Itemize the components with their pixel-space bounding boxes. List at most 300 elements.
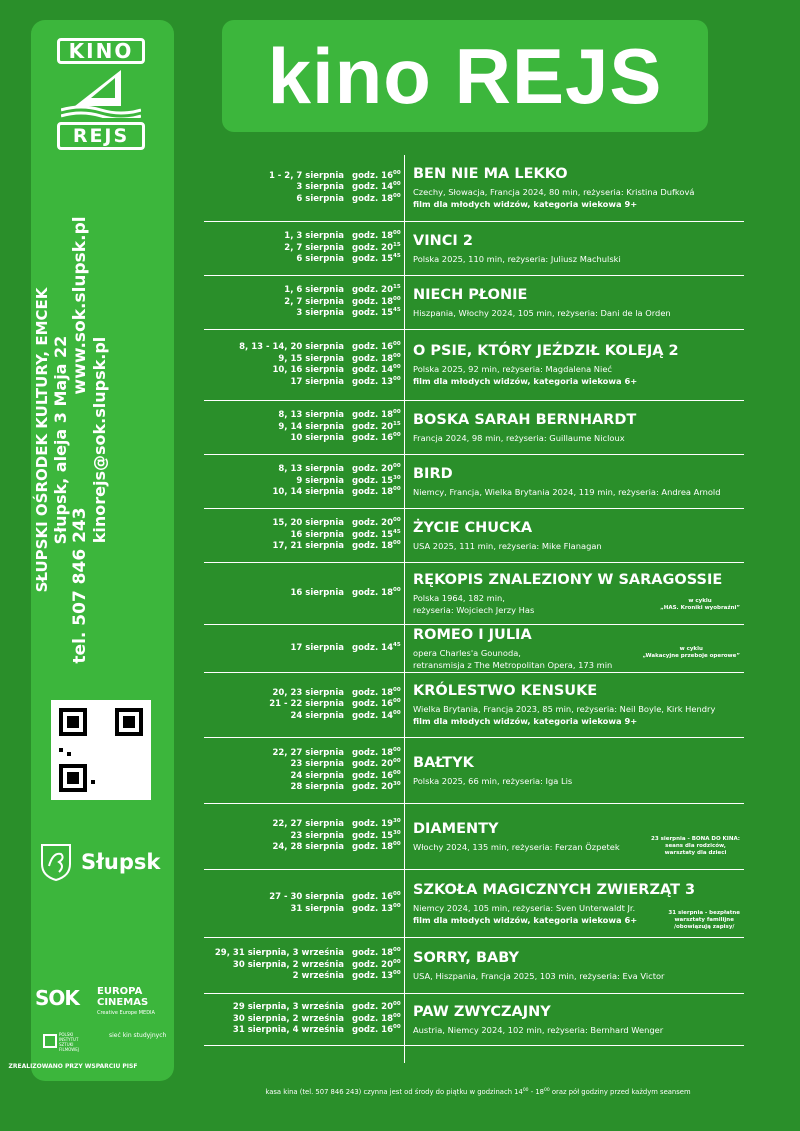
godz-label: godz. [352,365,379,375]
email-link[interactable]: kinorejs@sok.slupsk.pl [90,336,109,544]
showtime-date: 1 - 2, 7 sierpnia [268,170,344,181]
footer-pre: kasa kina (tel. 507 846 243) czynna jest od środy do piątku w godzinach 14 [265,1088,523,1096]
city-logo [39,840,169,884]
film-details: Austria, Niemcy 2024, 102 min, reżyseria: Bernhard Wenger [413,1024,664,1035]
showtime-hour [344,364,401,377]
showtime [204,758,401,771]
showtime-hour [344,528,401,542]
showtime [204,746,401,760]
godz-label: godz. [352,699,379,710]
showtime-hour [344,841,401,854]
hour-value: 16 [381,1025,393,1036]
hour-value: 18 [381,487,393,498]
godz-label: godz. [352,285,379,296]
showtime [204,586,401,600]
film-title: ŻYCIE CHUCKA [413,519,533,536]
europa-sub: Creative Europe MEDIA [97,1010,155,1016]
hour-value: 16 [381,342,393,352]
film-details-2: retransmisja z The Metropolitan Opera, 173 min [413,659,613,670]
minute-value: 00 [393,698,401,705]
minute-value: 00 [393,341,401,347]
showtime-hour [344,341,401,354]
film-row [204,509,744,563]
footer-mid: - 18 [528,1088,544,1096]
showtime-date: 27 - 30 sierpnia [269,892,344,902]
minute-value: 00 [393,758,401,764]
logo-kino-text: KINO [57,38,145,64]
godz-label: godz. [352,948,379,959]
qr-code[interactable] [51,700,151,800]
godz-label: godz. [352,231,379,242]
film-info [404,994,744,1045]
sok-logo: SOK [35,986,79,1010]
showtimes [204,625,404,672]
showtime [204,169,401,183]
pisf-icon [43,1034,57,1048]
film-details: opera Charles'a Gounoda, [413,647,521,658]
godz-label: godz. [352,242,379,253]
minute-value: 00 [393,1012,401,1019]
hour-value: 15 [381,529,393,540]
godz-label: godz. [352,487,379,498]
box-office-note [218,1088,738,1096]
godz-label: godz. [352,342,379,352]
showtime-hour [344,169,401,183]
showtime [204,409,401,422]
showtime-date: 30 sierpnia, 2 września [232,1013,344,1024]
showtime-date: 24, 28 sierpnia [272,842,344,853]
footer-post: oraz pół godziny przed każdym seansem [549,1088,691,1096]
hour-value: 15 [381,475,393,486]
hour-value: 14 [381,365,393,375]
showtime [204,463,401,476]
showtimes [204,870,404,937]
godz-label: godz. [352,830,379,841]
showtime [204,474,401,488]
showtime-date: 23 sierpnia [290,830,344,841]
hour-value: 14 [381,642,393,653]
film-row [204,563,744,625]
showtimes [204,804,404,869]
film-note: 31 sierpnia - bezpłatne warsztaty familijne /obowiązują zapisy/ [668,910,740,930]
film-category: film dla młodych widzów, kategoria wiekowa 6+ [413,376,638,386]
showtime [204,709,401,723]
showtime-hour [344,181,401,194]
minute-value: 00 [393,891,401,897]
showtime [204,375,401,389]
showtime-hour [344,758,401,771]
hour-value: 18 [381,353,393,364]
showtime-date: 23 sierpnia [290,759,344,769]
showtime [204,540,401,553]
film-title: KRÓLESTWO KENSUKE [413,683,598,699]
godz-label: godz. [352,710,379,721]
showtime [204,432,401,445]
phone[interactable]: tel. 507 846 243 [70,507,90,664]
godz-label: godz. [352,433,379,444]
showtime-hour [344,241,401,255]
film-title: PAW ZWYCZAJNY [413,1003,551,1020]
showtime-date: 3 sierpnia [296,182,344,193]
godz-label: godz. [352,759,379,769]
hour-value: 20 [381,782,393,792]
minute-value: 00 [393,686,401,693]
showtime [204,181,401,194]
minute-value: 00 [393,746,401,753]
showtime-date: 29 sierpnia, 3 września [232,1002,344,1013]
hour-value: 20 [381,759,393,769]
hour-value: 18 [381,948,393,959]
hour-value: 13 [381,903,393,914]
footer-sup1: 00 [522,1088,529,1093]
showtime-date: 24 sierpnia [290,770,344,781]
hour-value: 13 [381,971,393,982]
showtime-date: 17 sierpnia [290,642,344,653]
film-details: Polska 2025, 66 min, reżyseria: Iga Lis [413,775,573,786]
hour-value: 20 [381,285,393,296]
hour-value: 14 [381,710,393,721]
showtime-hour [344,409,401,422]
minute-value: 45 [393,641,401,648]
hour-value: 16 [381,892,393,902]
showtime [204,818,401,831]
showtime-date: 29, 31 sierpnia, 3 września [214,948,344,959]
godz-label: godz. [352,410,379,421]
hour-value: 19 [381,819,393,830]
showtime-date: 2 września [292,971,344,982]
hour-value: 18 [381,410,393,421]
minute-value: 00 [393,295,401,302]
showtime-date: 20, 23 sierpnia [272,687,344,698]
film-info [404,509,744,562]
sidebar [31,20,174,1081]
showtime-date: 2, 7 sierpnia [284,242,344,253]
minute-value: 00 [393,902,401,909]
minute-value: 00 [393,1001,401,1008]
showtime-date: 16 sierpnia [290,587,344,598]
film-row [204,738,744,804]
showtimes [204,563,404,624]
showtime [204,686,401,700]
showtime [204,486,401,499]
showtime-date: 6 sierpnia [296,193,344,204]
film-details: Niemcy, Francja, Wielka Brytania 2024, 119 min, reżyseria: Andrea Arnold [413,486,721,497]
showtimes [204,455,404,508]
showtime-hour [344,1001,401,1014]
minute-value: 00 [393,709,401,716]
showtime-hour [344,586,401,600]
minute-value: 00 [393,409,401,416]
showtime-hour [344,947,401,960]
showtime-hour [344,970,401,983]
film-row [204,673,744,738]
minute-value: 00 [393,970,401,977]
film-title: BIRD [413,465,453,482]
film-info [404,738,744,803]
film-details: Polska 1964, 182 min, [413,592,505,603]
showtime-date: 28 sierpnia [290,782,344,792]
support-credit: ZREALIZOWANO PRZY WSPARCIU PISF [8,1063,138,1070]
hour-value: 15 [381,254,393,265]
showtime-hour [344,781,401,794]
godz-label: godz. [352,421,379,432]
showtime-hour [344,375,401,389]
minute-value: 30 [393,474,401,481]
pisf-label: POLSKI INSTYTUT SZTUKI FILMOWEJ [59,1032,79,1052]
showtime-hour [344,698,401,711]
showtime [204,307,401,320]
film-details: Francja 2024, 98 min, reżyseria: Guillaume Nicloux [413,432,625,443]
minute-value: 00 [393,352,401,359]
minute-value: 00 [393,432,401,439]
hour-value: 20 [381,1002,393,1013]
showtime-hour [344,709,401,723]
film-info [404,401,744,454]
hour-value: 18 [381,541,393,552]
city-name: Słupsk [81,850,161,874]
showtime-hour [344,486,401,499]
showtime [204,230,401,243]
godz-label: godz. [352,529,379,540]
minute-value: 15 [393,284,401,291]
showtime-hour [344,253,401,266]
showtime-date: 9 sierpnia [296,475,344,486]
showtime-hour [344,958,401,972]
showtime [204,781,401,794]
film-info [404,276,744,329]
showtime-date: 31 sierpnia [290,903,344,914]
minute-value: 00 [393,958,401,965]
film-title: ROMEO I JULIA [413,626,532,643]
film-note: w cyklu „Wakacyjne przeboje operowe” [642,646,740,659]
film-info [404,673,744,737]
godz-label: godz. [352,353,379,364]
showtime [204,891,401,904]
showtime-date: 21 - 22 sierpnia [269,699,344,710]
showtime [204,698,401,711]
film-category: film dla młodych widzów, kategoria wiekowa 6+ [413,914,638,925]
film-category: film dla młodych widzów, kategoria wiekowa 9+ [413,199,638,209]
minute-value: 45 [393,253,401,260]
film-info [404,563,744,624]
hour-value: 18 [381,1013,393,1024]
showtime [204,341,401,354]
hour-value: 20 [381,518,393,529]
logo-rejs-text: REJS [57,122,145,150]
showtime-hour [344,829,401,843]
hour-value: 15 [381,830,393,841]
film-row [204,804,744,870]
hour-value: 16 [381,170,393,181]
showtime-hour [344,284,401,297]
hour-value: 16 [381,433,393,444]
showtime [204,420,401,434]
hour-value: 20 [381,959,393,970]
film-title: SZKOŁA MAGICZNYCH ZWIERZĄT 3 [413,881,696,898]
godz-label: godz. [352,170,379,181]
minute-value: 00 [393,181,401,188]
film-title: O PSIE, KTÓRY JEŹDZIŁ KOLEJĄ 2 [413,343,679,359]
showtime-hour [344,352,401,366]
showtime-date: 10, 16 sierpnia [272,365,344,375]
godz-label: godz. [352,193,379,204]
film-details: Czechy, Słowacja, Francja 2024, 80 min, reżyseria: Kristina Dufková [413,187,695,197]
showtime-hour [344,517,401,530]
showtimes [204,673,404,737]
godz-label: godz. [352,903,379,914]
showtime [204,1024,401,1037]
godz-label: godz. [352,308,379,319]
sail-icon [61,68,141,118]
showtimes [204,994,404,1045]
godz-label: godz. [352,642,379,653]
film-details: Niemcy 2024, 105 min, reżyseria: Sven Unterwaldt Jr. [413,902,636,913]
minute-value: 00 [393,769,401,776]
hour-value: 20 [381,242,393,253]
showtime-date: 15, 20 sierpnia [272,518,344,529]
showtime-hour [344,891,401,904]
showtime-date: 22, 27 sierpnia [272,819,344,830]
minute-value: 30 [393,818,401,825]
showtimes [204,509,404,562]
minute-value: 30 [393,781,401,787]
hour-value: 18 [381,231,393,242]
godz-label: godz. [352,1025,379,1036]
godz-label: godz. [352,182,379,193]
film-details: Wielka Brytania, Francja 2023, 85 min, reżyseria: Neil Boyle, Kirk Hendry [413,704,716,714]
showtime-date: 8, 13 sierpnia [278,410,344,421]
hour-value: 14 [381,182,393,193]
hour-value: 16 [381,699,393,710]
showtime-hour [344,686,401,700]
godz-label: godz. [352,1013,379,1024]
address: Słupsk, aleja 3 Maja 22 [51,335,70,545]
europa-label: EUROPA CINEMAS [97,986,149,1008]
showtime [204,958,401,972]
showtime-hour [344,1024,401,1037]
showtime [204,528,401,542]
contact-block [33,160,173,720]
godz-label: godz. [352,819,379,830]
showtime [204,829,401,843]
showtimes [204,276,404,329]
showtime-hour [344,230,401,243]
hour-value: 15 [381,308,393,319]
showtime-hour [344,769,401,783]
minute-value: 45 [393,307,401,314]
film-info [404,155,744,221]
hour-value: 18 [381,747,393,758]
godz-label: godz. [352,518,379,529]
minute-value: 00 [393,1024,401,1031]
film-title: SORRY, BABY [413,949,519,966]
film-row [204,870,744,938]
showtimes [204,938,404,993]
showtime [204,841,401,854]
showtime [204,295,401,309]
godz-label: godz. [352,587,379,598]
europa-cinemas-logo [97,986,173,1019]
hour-value: 20 [381,421,393,432]
film-row [204,155,744,222]
film-details: Polska 2025, 110 min, reżyseria: Juliusz Machulski [413,253,621,264]
film-row [204,276,744,330]
film-details: Włochy 2024, 135 min, reżyseria: Ferzan Özpetek [413,841,620,852]
film-schedule [204,155,744,1046]
godz-label: godz. [352,376,379,387]
film-title: BAŁTYK [413,754,474,771]
showtime-date: 24 sierpnia [290,710,344,721]
hour-value: 13 [381,376,393,387]
showtime-date: 1, 3 sierpnia [284,231,344,242]
minute-value: 00 [393,540,401,547]
showtime-date: 10, 14 sierpnia [272,487,344,498]
minute-value: 00 [393,364,401,370]
website-link[interactable]: www.sok.slupsk.pl [70,216,90,395]
showtime [204,364,401,377]
showtime-hour [344,641,401,655]
showtime-date: 17 sierpnia [290,376,344,387]
film-row [204,625,744,673]
minute-value: 00 [393,230,401,237]
showtime-hour [344,295,401,309]
hour-value: 18 [381,193,393,204]
godz-label: godz. [352,959,379,970]
showtime-hour [344,902,401,916]
showtime-hour [344,1012,401,1026]
showtime [204,192,401,206]
showtime-hour [344,540,401,553]
showtime-date: 9, 15 sierpnia [278,353,344,364]
showtimes [204,222,404,275]
showtime-hour [344,420,401,434]
film-title: BEN NIE MA LEKKO [413,166,568,182]
film-title: NIECH PŁONIE [413,286,528,303]
partner-logos [33,982,173,1072]
showtime [204,947,401,960]
minute-value: 00 [393,375,401,382]
godz-label: godz. [352,892,379,902]
film-details: Hiszpania, Włochy 2024, 105 min, reżyseria: Dani de la Orden [413,307,671,318]
minute-value: 00 [393,192,401,199]
godz-label: godz. [352,1002,379,1013]
showtime-hour [344,432,401,445]
showtimes [204,738,404,803]
film-details-2: reżyseria: Wojciech Jerzy Has [413,604,535,615]
hour-value: 18 [381,587,393,598]
showtime-date: 22, 27 sierpnia [272,747,344,758]
film-row [204,994,744,1046]
film-info [404,330,744,400]
film-category: film dla młodych widzów, kategoria wiekowa 9+ [413,716,638,726]
minute-value: 00 [393,947,401,954]
film-details: USA, Hiszpania, Francja 2025, 103 min, reżyseria: Eva Victor [413,970,665,981]
showtime-hour [344,307,401,320]
film-row [204,938,744,994]
godz-label: godz. [352,296,379,307]
hour-value: 20 [381,464,393,475]
film-info [404,455,744,508]
film-details: Polska 2025, 92 min, reżyseria: Magdalena Nieć [413,364,612,374]
showtime [204,1012,401,1026]
kino-rejs-logo [51,38,151,153]
showtime-date: 8, 13 - 14, 20 sierpnia [239,342,344,352]
city-emblem-icon [39,842,73,882]
showtime-date: 2, 7 sierpnia [284,296,344,307]
minute-value: 45 [393,528,401,535]
godz-label: godz. [352,842,379,853]
minute-value: 00 [393,463,401,470]
